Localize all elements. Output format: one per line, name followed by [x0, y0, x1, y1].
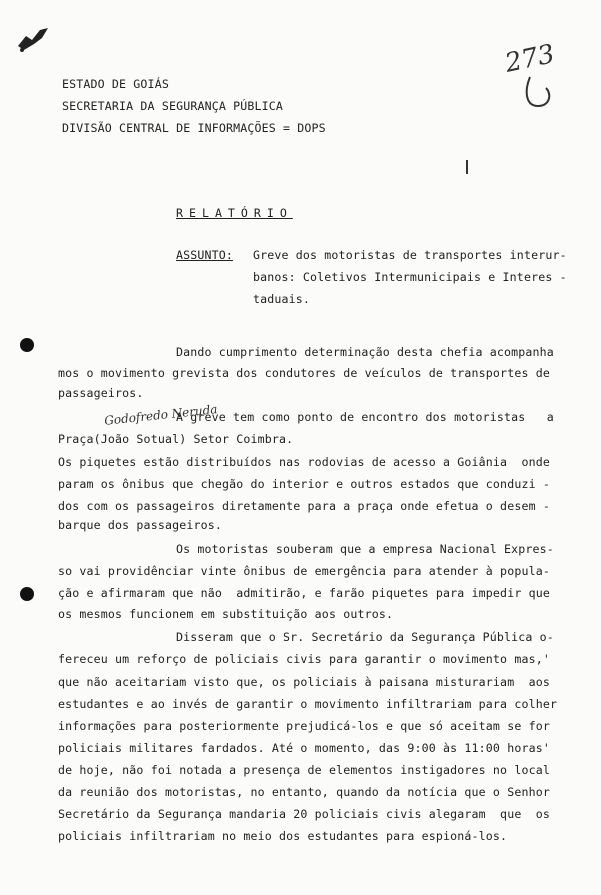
body-line: ção e afirmaram que não admitirão, e farão piquetes para impedir que [58, 586, 550, 600]
page-number-flourish-icon [520, 72, 560, 112]
body-line: Os piquetes estão distribuídos nas rodovias de acesso a Goiânia onde [58, 455, 550, 469]
body-line: Secretário da Segurança mandaria 20 policiais civis alegaram que os [58, 807, 550, 821]
report-title: RELATÓRIO [176, 206, 293, 220]
body-line: mos o movimento grevista dos condutores de veículos de transportes de [58, 366, 550, 380]
body-line: param os ônibus que chegão do interior e outros estados que conduzi - [58, 477, 550, 491]
body-line: Disseram que o Sr. Secretário da Segurança Pública o- [176, 630, 554, 644]
body-line: barque dos passageiros. [58, 518, 222, 532]
body-line: A greve tem como ponto de encontro dos motoristas a [176, 410, 554, 424]
subject-line-2: banos: Coletivos Intermunicipais e Interes - [253, 270, 567, 284]
body-line: policiais infiltrariam no meio dos estudantes para espioná-los. [58, 829, 508, 843]
body-line: os mesmos funcionem em substituição aos outros. [58, 607, 394, 621]
stray-mark [466, 160, 468, 174]
body-line: Os motoristas souberam que a empresa Nacional Expres- [176, 542, 554, 556]
header-secretariat: SECRETARIA DA SEGURANÇA PÚBLICA [62, 99, 284, 113]
body-line: estudantes e ao invés de garantir o movimento infiltrariam para colher [58, 697, 558, 711]
ink-smudge-icon [14, 24, 54, 54]
subject-line-1: Greve dos motoristas de transportes interur- [253, 248, 567, 262]
header-state: ESTADO DE GOIÁS [62, 77, 169, 91]
handwritten-note: Godofredo Neruda [103, 402, 219, 428]
subject-label: ASSUNTO: [176, 248, 234, 262]
header-division: DIVISÃO CENTRAL DE INFORMAÇÕES = DOPS [62, 121, 326, 135]
body-line: informações para posteriormente prejudicá-los e que só aceitam se for [58, 719, 550, 733]
body-line: policiais militares fardados. Até o momento, das 9:00 às 11:00 horas' [58, 741, 550, 755]
body-line: que não aceitariam visto que, os policiais à paisana misturariam aos [58, 675, 550, 689]
body-line: passageiros. [58, 386, 144, 400]
body-line: Dando cumprimento determinação desta chefia acompanha [176, 345, 554, 359]
page-number: 273 [502, 39, 558, 79]
body-line: so vai providênciar vinte ônibus de emergência para atender à popula- [58, 564, 550, 578]
subject-line-3: taduais. [253, 292, 311, 306]
body-line: de hoje, não foi notada a presença de elementos instigadores no local [58, 763, 550, 777]
punch-hole-bottom [20, 587, 34, 601]
body-line: Praça(João Sotual) Setor Coimbra. [58, 432, 294, 446]
punch-hole-top [20, 338, 34, 352]
body-line: fereceu um reforço de policiais civis para garantir o movimento mas,' [58, 652, 550, 666]
body-line: dos com os passageiros diretamente para a praça onde efetua o desem - [58, 499, 550, 513]
body-line: da reunião dos motoristas, no entanto, quando da notícia que o Senhor [58, 785, 550, 799]
